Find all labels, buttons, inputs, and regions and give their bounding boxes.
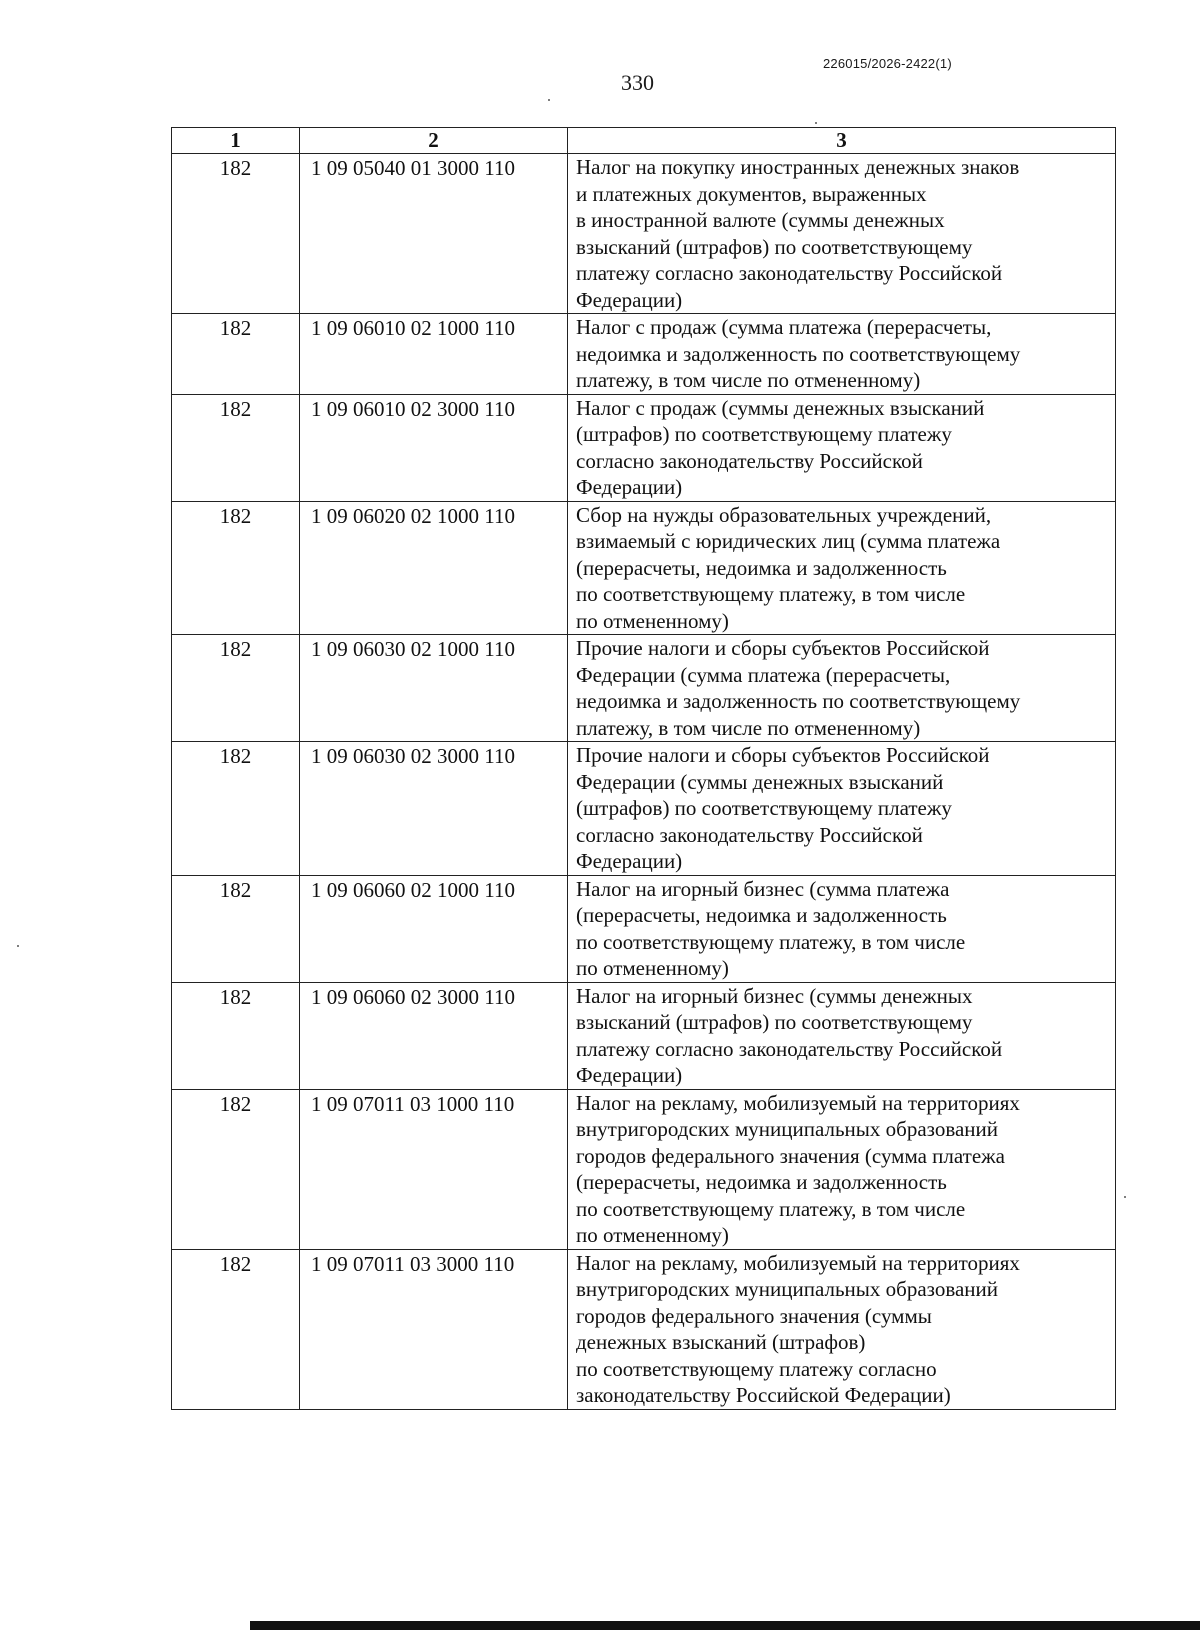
description-cell [568,982,1116,1089]
description-line: по соответствующему платежу согласно [576,1356,937,1381]
description-line: городов федерального значения (суммы [576,1303,932,1328]
table-body [172,154,1116,1410]
description-line: согласно законодательству Российской [576,448,923,473]
admin-code-cell: 182 [172,635,300,742]
description-line: (перерасчеты, недоимка и задолженность [576,903,947,927]
description-line: денежных взысканий (штрафов) [576,1330,866,1354]
description-line: Федерации) [576,475,683,499]
description-line: (перерасчеты, недоимка и задолженность [576,555,947,580]
description-line: Налог на покупку иностранных денежных знаков [576,155,1020,179]
scan-speck [1124,1196,1126,1198]
kbk-table [171,127,1116,1410]
description-line: внутригородских муниципальных образований [576,1277,998,1301]
description-line: взысканий (штрафов) по соответствующему [576,234,973,259]
admin-code-cell: 182 [172,982,300,1089]
description-cell [568,314,1116,395]
description-line: по соответствующему платежу, в том числе [576,1196,966,1221]
description-line: (перерасчеты, недоимка и задолженность [576,1170,947,1194]
description-line: (штрафов) по соответствующему платежу [576,796,952,820]
table-row [172,875,1116,982]
description-line: Налог с продаж (сумма платежа (перерасчеты, [576,315,992,339]
admin-code-cell: 182 [172,394,300,501]
table-header-row [172,128,1116,154]
kbk-code-cell: 1 09 06010 02 3000 110 [300,394,568,501]
column-header-2: 2 [300,128,568,154]
description-cell [568,875,1116,982]
scan-edge-bar [250,1621,1200,1630]
description-line: (штрафов) по соответствующему платежу [576,422,952,446]
table-row [172,154,1116,314]
kbk-code-cell: 1 09 06010 02 1000 110 [300,314,568,395]
description-line: по соответствующему платежу, в том числе [576,582,966,606]
admin-code-cell: 182 [172,154,300,314]
scan-speck [548,99,550,101]
admin-code-cell: 182 [172,742,300,876]
admin-code-cell: 182 [172,501,300,635]
description-line: внутригородских муниципальных образований [576,1117,998,1141]
description-line: платежу, в том числе по отмененному) [576,368,921,392]
table-row [172,1249,1116,1409]
description-cell [568,1089,1116,1249]
description-line: взысканий (штрафов) по соответствующему [576,1010,973,1034]
description-line: по отмененному) [576,608,729,633]
description-line: и платежных документов, выраженных [576,181,927,206]
description-line: по соответствующему платежу, в том числе [576,929,966,954]
description-cell [568,635,1116,742]
description-line: Федерации (суммы денежных взысканий [576,769,944,794]
description-line: платежу согласно законодательству Российской [576,1036,1003,1061]
kbk-code-cell: 1 09 06060 02 3000 110 [300,982,568,1089]
table-row [172,314,1116,395]
page-number: 330 [621,70,654,95]
kbk-code-cell: 1 09 07011 03 3000 110 [300,1249,568,1409]
description-line: взимаемый с юридических лиц (сумма платежа [576,529,1001,553]
description-line: платежу согласно законодательству Российской [576,261,1003,285]
admin-code-cell: 182 [172,1089,300,1249]
table-row [172,742,1116,876]
kbk-code-cell: 1 09 06060 02 1000 110 [300,875,568,982]
description-line: по отмененному) [576,1223,729,1247]
description-line: городов федерального значения (сумма платежа [576,1143,1006,1168]
table-row [172,394,1116,501]
column-header-3: 3 [568,128,1116,154]
description-line: Прочие налоги и сборы субъектов Российской [576,636,990,660]
description-line: Федерации) [576,1063,683,1087]
description-line: Налог на игорный бизнес (сумма платежа [576,876,950,901]
document-id: 226015/2026-2422(1) [823,56,952,71]
description-cell [568,501,1116,635]
description-line: Сбор на нужды образовательных учреждений, [576,502,992,527]
kbk-code-cell: 1 09 06030 02 3000 110 [300,742,568,876]
kbk-code-cell: 1 09 05040 01 3000 110 [300,154,568,314]
description-line: Федерации) [576,287,683,312]
description-line: в иностранной валюте (суммы денежных [576,208,945,232]
description-line: Прочие налоги и сборы субъектов Российской [576,743,990,767]
table-row [172,1089,1116,1249]
admin-code-cell: 182 [172,1249,300,1409]
description-line: согласно законодательству Российской [576,822,923,847]
kbk-code-cell: 1 09 06030 02 1000 110 [300,635,568,742]
column-header-1: 1 [172,128,300,154]
table-row [172,982,1116,1089]
scan-speck [815,122,817,124]
description-cell [568,742,1116,876]
admin-code-cell: 182 [172,314,300,395]
kbk-table-container [171,127,1115,1410]
description-line: платежу, в том числе по отмененному) [576,715,921,740]
description-line: недоимка и задолженность по соответствующему [576,689,1021,713]
description-line: Налог с продаж (суммы денежных взысканий [576,395,985,420]
kbk-code-cell: 1 09 06020 02 1000 110 [300,501,568,635]
description-cell [568,154,1116,314]
description-line: Налог на рекламу, мобилизуемый на территориях [576,1250,1020,1275]
description-line: по отмененному) [576,956,729,980]
description-line: Налог на игорный бизнес (суммы денежных [576,983,973,1008]
description-line: недоимка и задолженность по соответствующему [576,341,1021,366]
description-line: законодательству Российской Федерации) [576,1383,951,1407]
description-cell [568,1249,1116,1409]
description-line: Федерации (сумма платежа (перерасчеты, [576,662,951,687]
description-cell [568,394,1116,501]
scan-speck [17,945,19,947]
table-row [172,501,1116,635]
admin-code-cell: 182 [172,875,300,982]
table-row [172,635,1116,742]
description-line: Налог на рекламу, мобилизуемый на территориях [576,1090,1020,1115]
description-line: Федерации) [576,849,683,873]
kbk-code-cell: 1 09 07011 03 1000 110 [300,1089,568,1249]
